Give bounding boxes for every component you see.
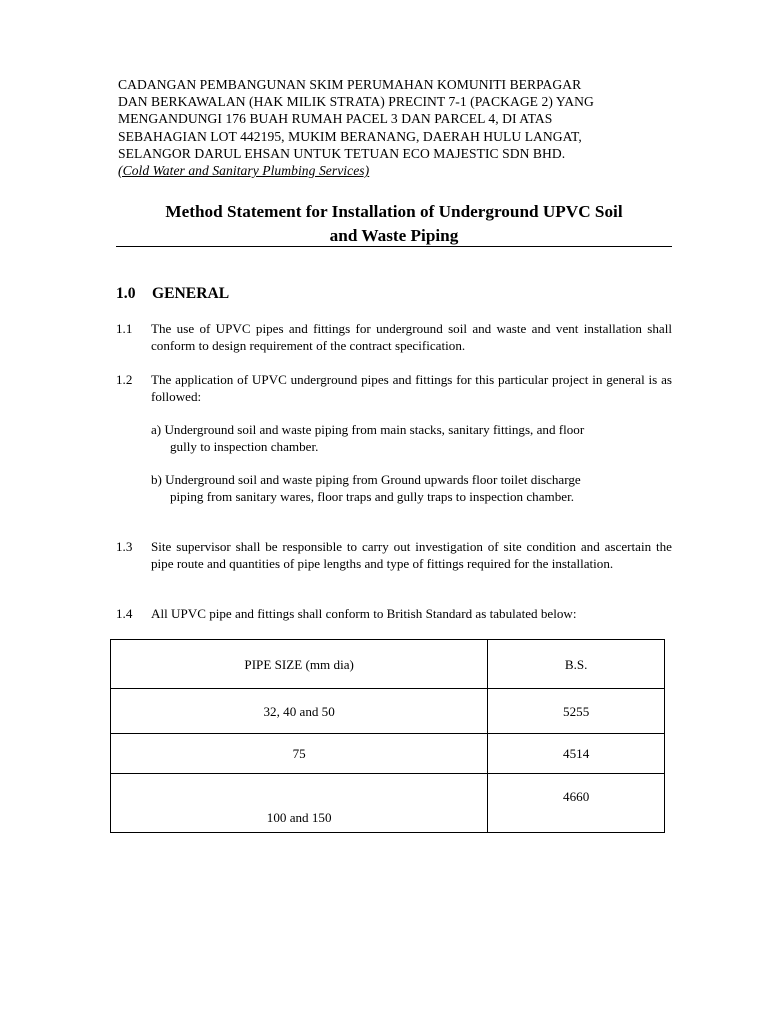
project-header-line: SEBAHAGIAN LOT 442195, MUKIM BERANANG, DAERAH HULU LANGAT, bbox=[118, 128, 582, 144]
list-item-a bbox=[151, 421, 672, 455]
list-item-line: b) Underground soil and waste piping from Ground upwards floor toilet discharge bbox=[151, 472, 581, 487]
project-header-line: DAN BERKAWALAN (HAK MILIK STRATA) PRECINT 7-1 (PACKAGE 2) YANG bbox=[118, 94, 594, 110]
paragraph-text: The use of UPVC pipes and fittings for underground soil and waste and vent installation shall conform to design requirement of the contract specification. bbox=[151, 321, 672, 353]
paragraph-text: Site supervisor shall be responsible to carry out investigation of site condition and ascertain the pipe route and quantities of pipe lengths and type of fittings required for the installation. bbox=[151, 539, 672, 571]
table-row bbox=[111, 689, 665, 734]
project-header bbox=[118, 76, 678, 179]
table-cell: 4514 bbox=[488, 734, 665, 774]
table-cell: 100 and 150 bbox=[111, 774, 488, 833]
table-cell: 32, 40 and 50 bbox=[111, 689, 488, 734]
table-header-row bbox=[111, 640, 665, 689]
section-number: 1.0 bbox=[116, 285, 136, 302]
paragraph-1-4 bbox=[116, 605, 672, 622]
title-underline-rule bbox=[116, 246, 672, 247]
list-item-line: a) Underground soil and waste piping from main stacks, sanitary fittings, and floor bbox=[151, 422, 585, 437]
services-subtitle: (Cold Water and Sanitary Plumbing Services) bbox=[118, 163, 370, 179]
document-title-line: Method Statement for Installation of Underground UPVC Soil bbox=[165, 202, 623, 221]
paragraph-1-2 bbox=[116, 371, 672, 405]
list-item-line: piping from sanitary wares, floor traps and gully traps to inspection chamber. bbox=[170, 489, 574, 504]
project-header-line: CADANGAN PEMBANGUNAN SKIM PERUMAHAN KOMUNITI BERPAGAR bbox=[118, 77, 582, 92]
paragraph-1-1 bbox=[116, 320, 672, 354]
project-header-line: MENGANDUNGI 176 BUAH RUMAH PACEL 3 DAN PARCEL 4, DI ATAS bbox=[118, 111, 553, 127]
section-title: GENERAL bbox=[152, 285, 230, 302]
table-cell: 75 bbox=[111, 734, 488, 774]
paragraph-number: 1.2 bbox=[116, 372, 133, 387]
list-item-b bbox=[151, 471, 672, 505]
table-header-cell: PIPE SIZE (mm dia) bbox=[111, 640, 488, 689]
british-standard-table bbox=[110, 639, 665, 833]
table-header-cell: B.S. bbox=[488, 640, 665, 689]
table-cell: 4660 bbox=[488, 774, 665, 833]
section-heading bbox=[116, 284, 229, 304]
paragraph-number: 1.3 bbox=[116, 539, 133, 554]
document-title-line: and Waste Piping bbox=[329, 225, 459, 245]
paragraph-number: 1.4 bbox=[116, 606, 133, 621]
table-row bbox=[111, 734, 665, 774]
project-header-line: SELANGOR DARUL EHSAN UNTUK TETUAN ECO MAJESTIC SDN BHD. bbox=[118, 145, 566, 161]
paragraph-text: The application of UPVC underground pipes and fittings for this particular project in general is as followed: bbox=[151, 372, 672, 404]
paragraph-number: 1.1 bbox=[116, 321, 133, 336]
table-row bbox=[111, 774, 665, 833]
list-item-line: gully to inspection chamber. bbox=[170, 439, 319, 454]
table-cell: 5255 bbox=[488, 689, 665, 734]
paragraph-1-3 bbox=[116, 538, 672, 572]
document-title bbox=[116, 200, 672, 247]
paragraph-text: All UPVC pipe and fittings shall conform to British Standard as tabulated below: bbox=[151, 606, 577, 621]
